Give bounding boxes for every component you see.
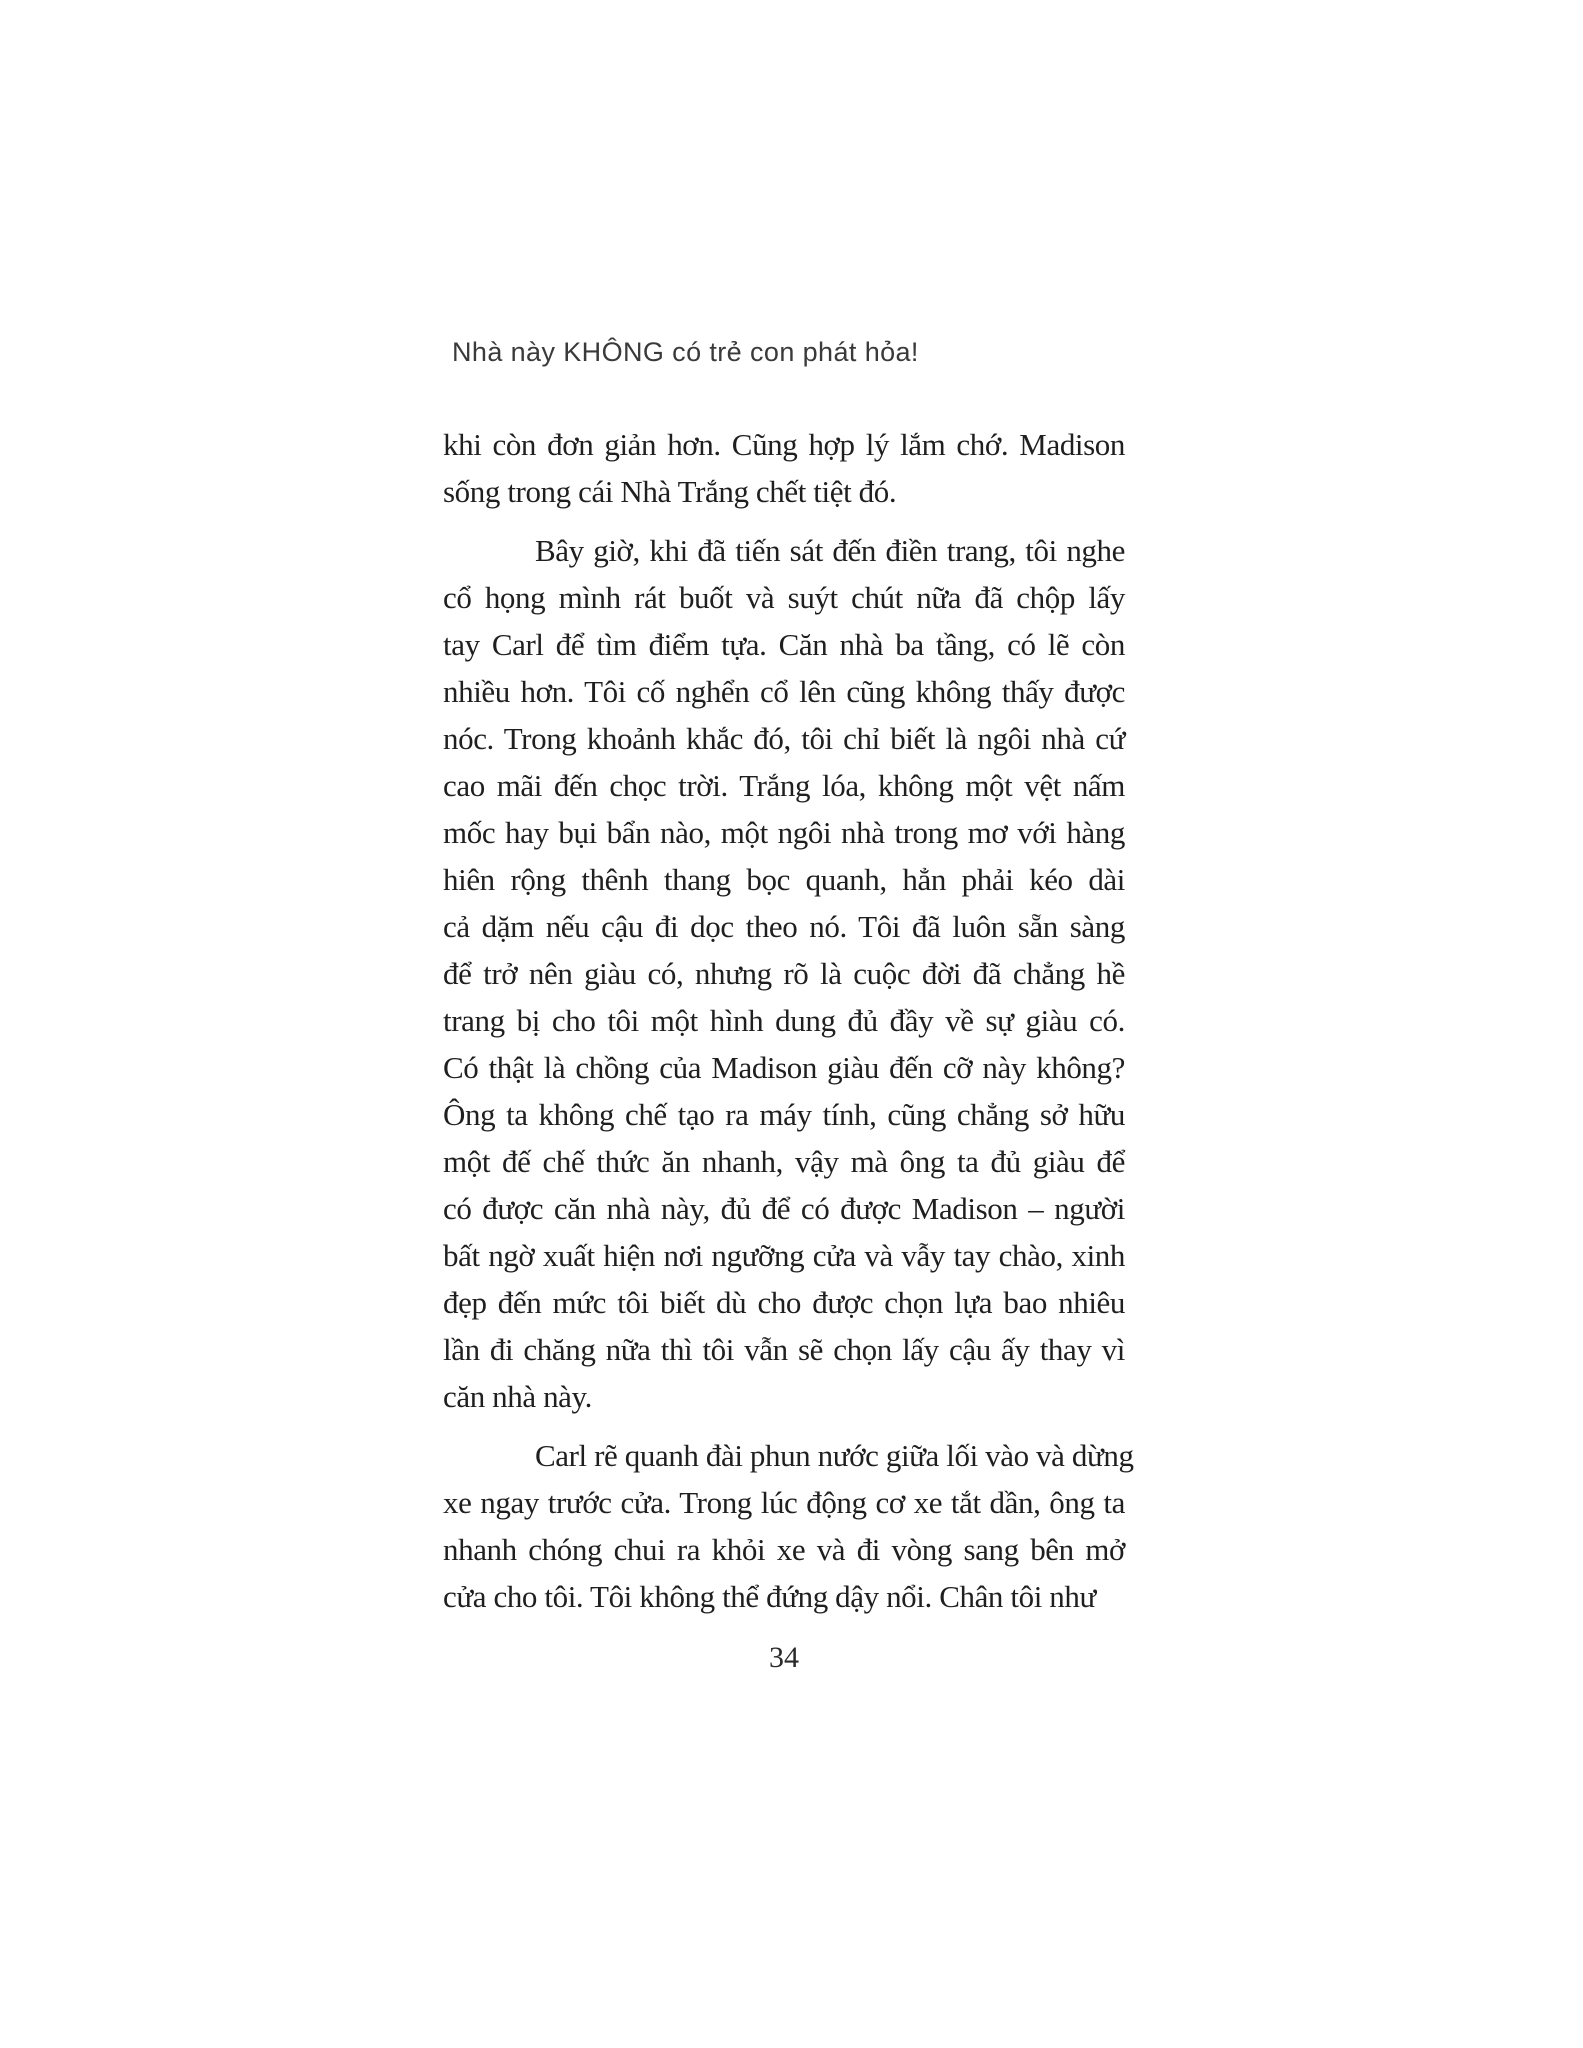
text-line: hiên rộng thênh thang bọc quanh, hẳn phải kéo dài [443, 862, 1125, 897]
text-line: cả dặm nếu cậu đi dọc theo nó. Tôi đã luôn sẵn sàng [443, 909, 1125, 944]
text-line: sống trong cái Nhà Trắng chết tiệt đó. [443, 474, 897, 509]
text-line: tay Carl để tìm điểm tựa. Căn nhà ba tầng, có lẽ còn [443, 627, 1125, 662]
text-line: trang bị cho tôi một hình dung đủ đầy về sự giàu có. [443, 1003, 1125, 1038]
body-text [443, 421, 1134, 1620]
text-line: Ông ta không chế tạo ra máy tính, cũng chẳng sở hữu [443, 1097, 1125, 1132]
paragraph [443, 527, 1125, 1420]
text-line: đẹp đến mức tôi biết dù cho được chọn lựa bao nhiêu [443, 1285, 1125, 1320]
text-line: có được căn nhà này, đủ để có được Madison – người [443, 1191, 1125, 1226]
text-line: mốc hay bụi bẩn nào, một ngôi nhà trong mơ với hàng [443, 815, 1125, 850]
running-header: Nhà này KHÔNG có trẻ con phát hỏa! [452, 337, 919, 367]
text-line: Carl rẽ quanh đài phun nước giữa lối vào và dừng [535, 1438, 1134, 1473]
paragraph [443, 1432, 1134, 1620]
text-line: bất ngờ xuất hiện nơi ngưỡng cửa và vẫy tay chào, xinh [443, 1238, 1125, 1273]
text-line: căn nhà này. [443, 1379, 592, 1414]
text-line: Bây giờ, khi đã tiến sát đến điền trang, tôi nghe [535, 533, 1125, 568]
paragraph [443, 421, 1125, 515]
text-line: nhiều hơn. Tôi cố nghển cổ lên cũng không thấy được [443, 674, 1125, 709]
text-line: cửa cho tôi. Tôi không thể đứng dậy nổi. Chân tôi như [443, 1579, 1096, 1614]
text-line: một đế chế thức ăn nhanh, vậy mà ông ta đủ giàu để [443, 1144, 1125, 1179]
text-line: nhanh chóng chui ra khỏi xe và đi vòng sang bên mở [443, 1532, 1125, 1567]
text-line: khi còn đơn giản hơn. Cũng hợp lý lắm chớ. Madison [443, 427, 1125, 462]
text-line: cao mãi đến chọc trời. Trắng lóa, không một vệt nấm [443, 768, 1125, 803]
text-line: lần đi chăng nữa thì tôi vẫn sẽ chọn lấy cậu ấy thay vì [443, 1332, 1125, 1367]
text-line: để trở nên giàu có, nhưng rõ là cuộc đời đã chẳng hề [443, 956, 1125, 991]
page-number: 34 [769, 1641, 799, 1674]
text-line: nóc. Trong khoảnh khắc đó, tôi chỉ biết là ngôi nhà cứ [443, 721, 1125, 756]
text-line: xe ngay trước cửa. Trong lúc động cơ xe tắt dần, ông ta [443, 1485, 1125, 1520]
text-line: cổ họng mình rát buốt và suýt chút nữa đã chộp lấy [443, 580, 1125, 615]
text-line: Có thật là chồng của Madison giàu đến cỡ này không? [443, 1050, 1125, 1085]
